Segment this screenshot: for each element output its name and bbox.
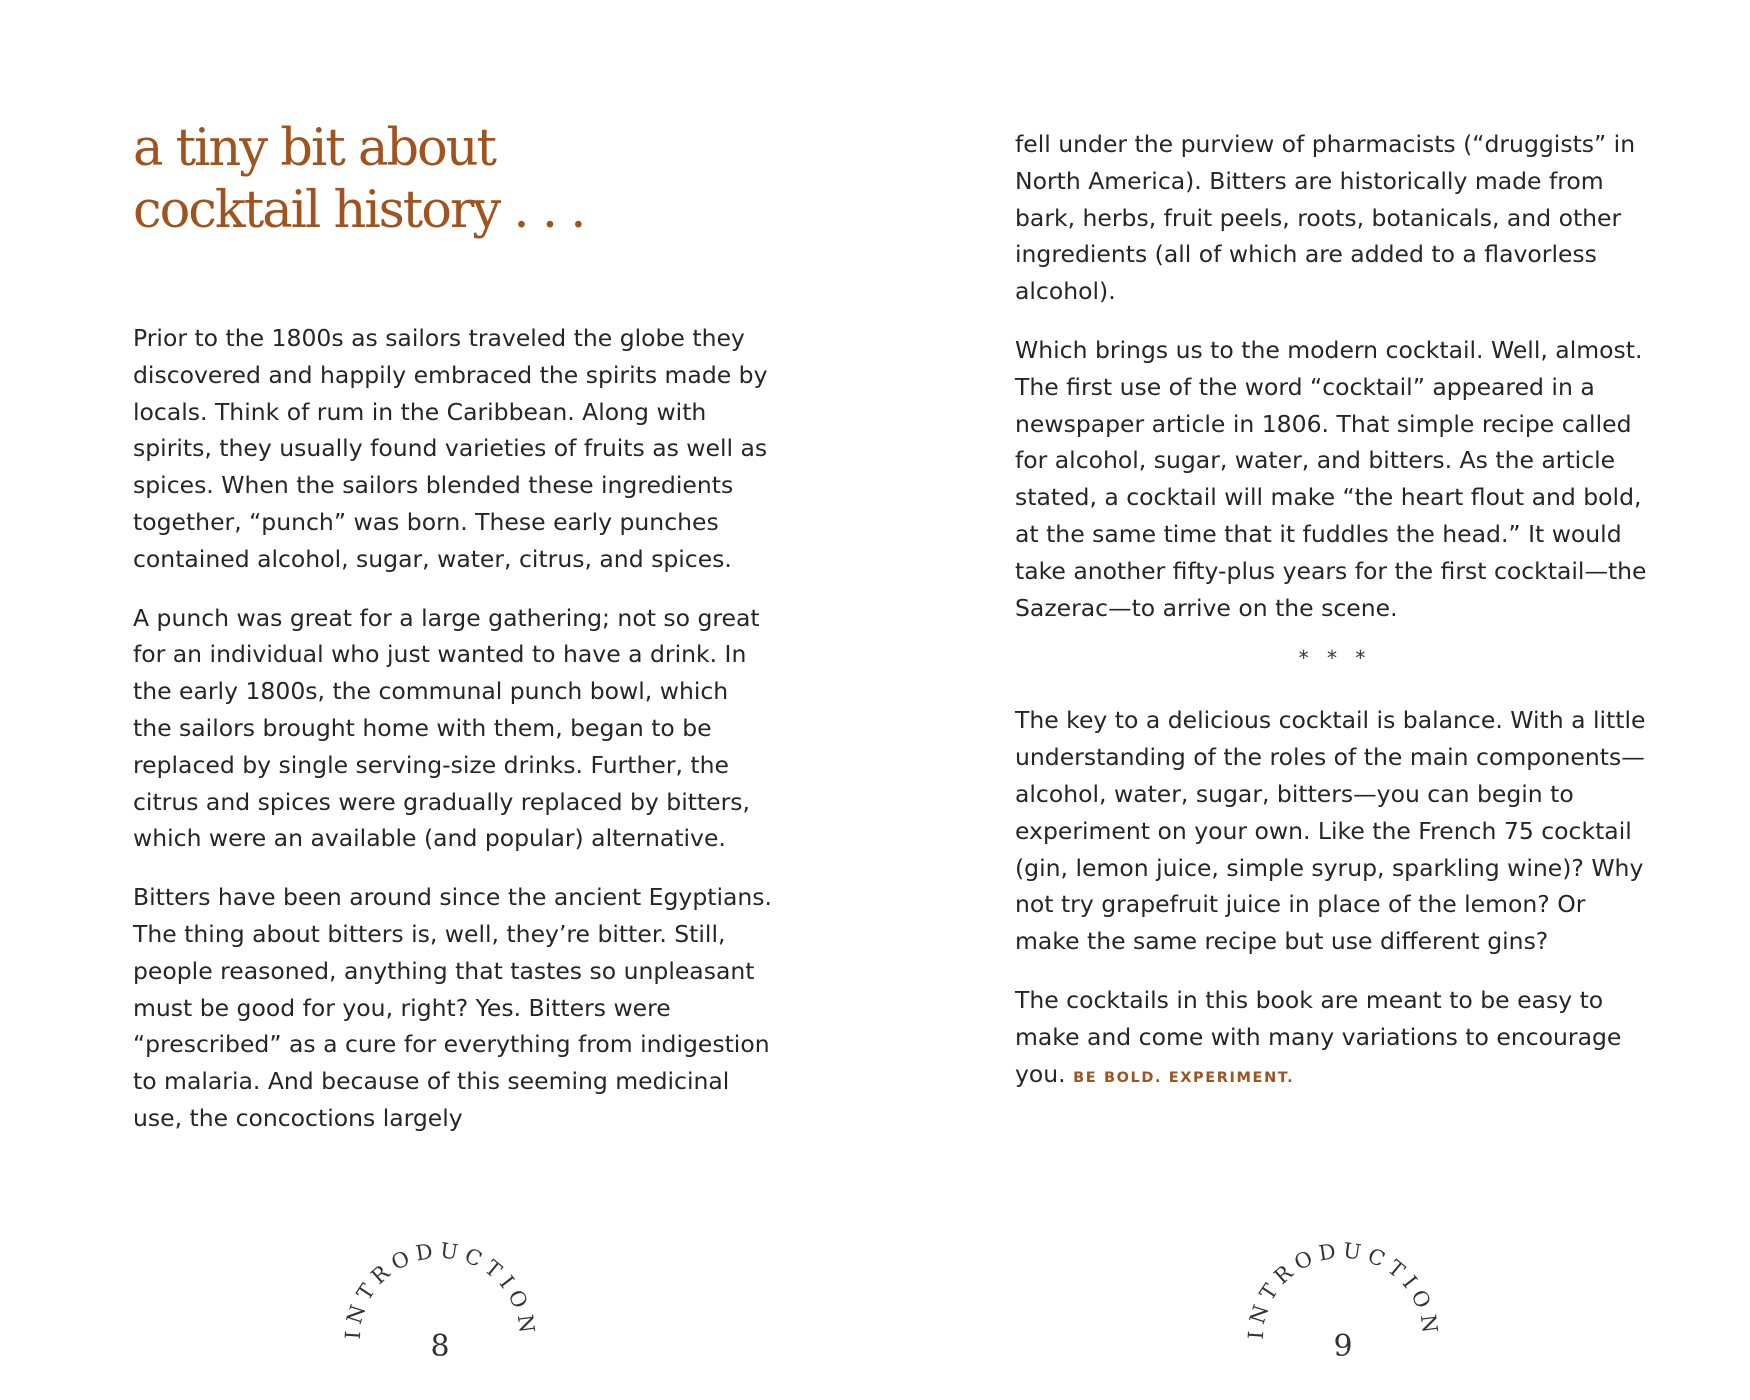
paragraph: Prior to the 1800s as sailors traveled the globe they discovered and happily embraced the spirits made by locals. Think of rum in the Caribbean. Along with spirits, they usually found varieties of fruits as well as spices. When the sailors blended these ingredients together, “punch” was born. These early punches contained alcohol, sugar, water, citrus, and spices. <box>133 324 768 573</box>
emphasis-callout: BE BOLD. EXPERIMENT. <box>1073 1069 1295 1086</box>
section-ornament: * * * <box>1298 646 1372 671</box>
right-folio <box>1233 1238 1453 1378</box>
final-paragraph-text: The cocktails in this book are meant to be easy to make and come with many variations to encourage you. <box>1015 985 1622 1088</box>
page-number: 9 <box>1333 1329 1353 1364</box>
folio-arc-label <box>330 1238 550 1378</box>
folio-arc-label <box>1233 1238 1453 1378</box>
paragraph: The key to a delicious cocktail is balance. With a little understanding of the roles of the main components—alcohol, water, sugar, bitters—you can begin to experiment on your own. Like the French 75 cocktail (gin, lemon juice, simple syrup, sparkling wine)? Why not try grapefruit juice in place of the lemon? Or make the same recipe but use different gins? <box>1015 706 1646 956</box>
folio-section-label: INTRODUCTION <box>340 1238 540 1341</box>
left-folio <box>330 1238 550 1378</box>
paragraph: A punch was great for a large gathering; not so great for an individual who just wanted to have a drink. In the early 1800s, the communal punch bowl, which the sailors brought home with them, began to be replaced by single serving-size drinks. Further, the citrus and spices were gradually replaced by bitters, which were an available (and popular) alternative. <box>133 603 760 853</box>
chapter-title-line-2: cocktail history . . . <box>133 181 585 240</box>
paragraph: Bitters have been around since the ancient Egyptians. The thing about bitters is, well, they’re bitter. Still, people reasoned, anything that tastes so unpleasant must be good for you, right? Yes. Bitters were “prescribed” as a cure for everything from indigestion to malaria. And because of this seeming medicinal use, the concoctions largely <box>133 883 773 1132</box>
paragraph-final <box>1015 982 1655 1096</box>
right-page <box>875 0 1750 1400</box>
folio-section-label: INTRODUCTION <box>1243 1238 1443 1341</box>
chapter-title-line-1: a tiny bit about <box>133 119 496 178</box>
svg-text:INTRODUCTION <box>341 1238 540 1340</box>
chapter-title <box>133 118 584 242</box>
left-body-text <box>133 320 773 1159</box>
paragraph: fell under the purview of pharmacists (“druggists” in North America). Bitters are historically made from bark, herbs, fruit peels, roots, botanicals, and other ingredients (all of which are added to a flavorless alcohol). <box>1015 130 1636 306</box>
paragraph: Which brings us to the modern cocktail. Well, almost. The first use of the word “cocktail” appeared in a newspaper article in 1806. That simple recipe called for alcohol, sugar, water, and bitters. As the article stated, a cocktail will make “the heart flout and bold, at the same time that it fuddles the head.” It would take another fifty-plus years for the first cocktail—the Sazerac—to arrive on the scene. <box>1015 335 1647 622</box>
page-number: 8 <box>430 1329 450 1364</box>
right-body-text <box>1015 126 1655 1118</box>
svg-text:INTRODUCTION <box>1244 1238 1443 1340</box>
